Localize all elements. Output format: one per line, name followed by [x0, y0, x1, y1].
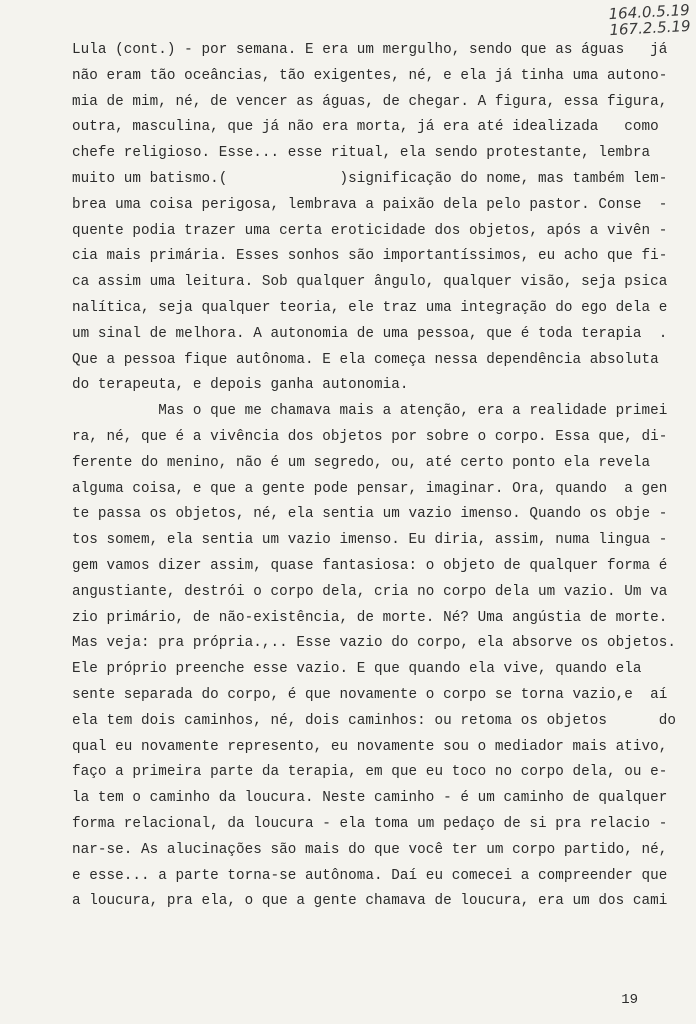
- text-line: brea uma coisa perigosa, lembrava a paixão dela pelo pastor. Conse -: [72, 196, 668, 213]
- typed-body-text: [72, 38, 677, 915]
- text-line: zio primário, de não-existência, de morte. Né? Uma angústia de morte.: [72, 609, 668, 626]
- text-line: faço a primeira parte da terapia, em que eu toco no corpo dela, ou e-: [72, 764, 668, 781]
- text-line: do terapeuta, e depois ganha autonomia.: [72, 377, 409, 394]
- text-line: Ele próprio preenche esse vazio. E que quando ela vive, quando ela: [72, 661, 642, 678]
- text-line: Lula (cont.) - por semana. E era um mergulho, sendo que as águas já: [72, 42, 668, 58]
- text-line: não eram tão oceâncias, tão exigentes, né, e ela já tinha uma autono-: [72, 67, 668, 84]
- text-line: ca assim uma leitura. Sob qualquer ângulo, qualquer visão, seja psica: [72, 274, 668, 291]
- text-line: tos somem, ela sentia um vazio imenso. Eu diria, assim, numa lingua -: [72, 532, 668, 549]
- text-line: um sinal de melhora. A autonomia de uma pessoa, que é toda terapia .: [72, 325, 668, 342]
- text-line: muito um batismo.( )significação do nome, mas também lem-: [72, 170, 668, 187]
- text-line: ferente do menino, não é um segredo, ou, até certo ponto ela revela: [72, 454, 651, 471]
- text-line: outra, masculina, que já não era morta, já era até idealizada como: [72, 119, 659, 136]
- text-line: angustiante, destrói o corpo dela, cria no corpo dela um vazio. Um va: [72, 583, 668, 600]
- text-line: e esse... a parte torna-se autônoma. Daí eu comecei a compreender que: [72, 867, 668, 884]
- text-line: nalítica, seja qualquer teoria, ele traz uma integração do ego dela e: [72, 299, 668, 316]
- handwritten-annotation: [608, 2, 691, 38]
- text-line: sente separada do corpo, é que novamente o corpo se torna vazio,e aí: [72, 686, 668, 703]
- annotation-line: 164.0.5.19: [608, 0, 690, 24]
- text-line: ra, né, que é a vivência dos objetos por sobre o corpo. Essa que, di-: [72, 428, 668, 445]
- text-line: cia mais primária. Esses sonhos são importantíssimos, eu acho que fi-: [72, 248, 668, 265]
- text-line: Que a pessoa fique autônoma. E ela começa nessa dependência absoluta: [72, 351, 659, 368]
- annotation-line: 167.2.5.19: [608, 16, 691, 40]
- page-number: 19: [621, 992, 638, 1008]
- text-line: ela tem dois caminhos, né, dois caminhos: ou retoma os objetos do: [72, 712, 677, 729]
- text-line: nar-se. As alucinações são mais do que você ter um corpo partido, né,: [72, 841, 668, 858]
- text-line: qual eu novamente represento, eu novamente sou o mediador mais ativo,: [72, 738, 668, 755]
- text-line: te passa os objetos, né, ela sentia um vazio imenso. Quando os obje -: [72, 506, 668, 523]
- text-line: la tem o caminho da loucura. Neste caminho - é um caminho de qualquer: [72, 790, 668, 807]
- text-line: quente podia trazer uma certa eroticidade dos objetos, após a vivên -: [72, 222, 668, 239]
- text-line: forma relacional, da loucura - ela toma um pedaço de si pra relacio -: [72, 815, 668, 832]
- text-line: mia de mim, né, de vencer as águas, de chegar. A figura, essa figura,: [72, 93, 668, 110]
- text-line: chefe religioso. Esse... esse ritual, ela sendo protestante, lembra: [72, 145, 651, 162]
- text-line: a loucura, pra ela, o que a gente chamava de loucura, era um dos cami: [72, 893, 668, 910]
- text-line: Mas o que me chamava mais a atenção, era a realidade primei: [72, 403, 668, 420]
- text-line: Mas veja: pra própria.,.. Esse vazio do corpo, ela absorve os objetos.: [72, 635, 677, 652]
- text-line: gem vamos dizer assim, quase fantasiosa: o objeto de qualquer forma é: [72, 557, 668, 574]
- text-line: alguma coisa, e que a gente pode pensar, imaginar. Ora, quando a gen: [72, 480, 668, 497]
